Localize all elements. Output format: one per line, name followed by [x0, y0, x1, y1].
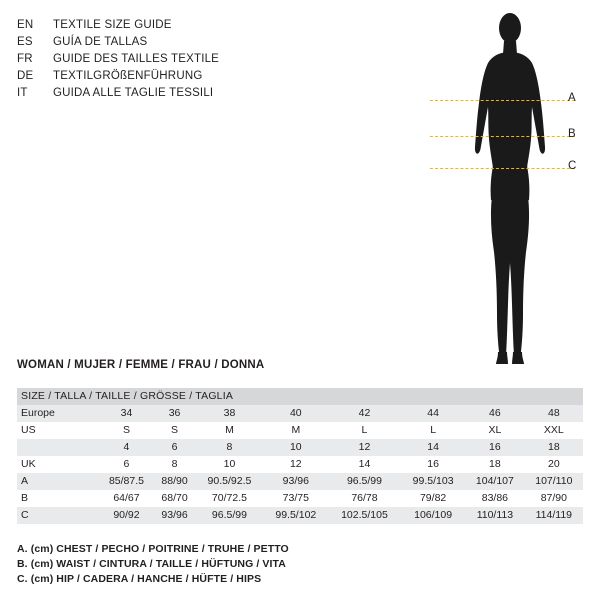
table-cell: 83/86	[465, 490, 525, 507]
female-body-figure	[430, 8, 590, 368]
table-cell: 46	[465, 405, 525, 422]
row-label: US	[17, 422, 99, 439]
table-row	[17, 507, 583, 524]
table-cell: 85/87.5	[99, 473, 154, 490]
table-cell: 107/110	[525, 473, 583, 490]
table-cell: 4	[99, 439, 154, 456]
table-cell: 106/109	[401, 507, 465, 524]
table-cell: 36	[154, 405, 195, 422]
row-label: Europe	[17, 405, 99, 422]
table-caption: WOMAN / MUJER / FEMME / FRAU / DONNA	[17, 359, 265, 371]
footnote-a: A. (cm) CHEST / PECHO / POITRINE / TRUHE / PETTO	[17, 543, 289, 555]
table-cell: 90.5/92.5	[195, 473, 264, 490]
language-title: TEXTILE SIZE GUIDE	[53, 19, 172, 31]
table-cell: S	[154, 422, 195, 439]
table-cell: 114/119	[525, 507, 583, 524]
table-cell: 73/75	[264, 490, 328, 507]
language-code: FR	[17, 53, 33, 65]
language-code: DE	[17, 70, 34, 82]
table-cell: 110/113	[465, 507, 525, 524]
table-cell: 18	[465, 456, 525, 473]
measure-label-a: A	[568, 92, 576, 104]
table-cell: 14	[401, 439, 465, 456]
table-cell: 99.5/102	[264, 507, 328, 524]
table-cell: M	[195, 422, 264, 439]
table-cell: L	[401, 422, 465, 439]
language-title: GUÍA DE TALLAS	[53, 36, 148, 48]
footnote-c: C. (cm) HIP / CADERA / HANCHE / HÜFTE / HIPS	[17, 573, 262, 585]
table-cell: 76/78	[328, 490, 401, 507]
table-row	[17, 490, 583, 507]
language-row	[17, 17, 347, 34]
language-row	[17, 68, 347, 85]
table-cell: 34	[99, 405, 154, 422]
table-cell: 93/96	[264, 473, 328, 490]
table-cell: 88/90	[154, 473, 195, 490]
row-label	[17, 439, 99, 456]
table-cell: 42	[328, 405, 401, 422]
language-code: EN	[17, 19, 34, 31]
table-cell: L	[328, 422, 401, 439]
table-cell: M	[264, 422, 328, 439]
table-cell: 20	[525, 456, 583, 473]
table-row	[17, 456, 583, 473]
table-row	[17, 439, 583, 456]
measure-label-c: C	[568, 160, 577, 172]
table-cell: 10	[264, 439, 328, 456]
table-cell: 93/96	[154, 507, 195, 524]
language-row	[17, 34, 347, 51]
table-cell: 10	[195, 456, 264, 473]
row-label: B	[17, 490, 99, 507]
table-cell: 102.5/105	[328, 507, 401, 524]
language-title: TEXTILGRÖßENFÜHRUNG	[53, 70, 203, 82]
table-cell: 68/70	[154, 490, 195, 507]
table-cell: 16	[401, 456, 465, 473]
table-cell: 16	[465, 439, 525, 456]
measure-line-c	[430, 168, 575, 169]
footnote-list	[17, 542, 583, 587]
row-label: A	[17, 473, 99, 490]
table-cell: S	[99, 422, 154, 439]
body-silhouette-icon	[430, 8, 590, 368]
measure-label-b: B	[568, 128, 576, 140]
table-cell: 8	[154, 456, 195, 473]
table-cell: 40	[264, 405, 328, 422]
table-cell: 99.5/103	[401, 473, 465, 490]
table-cell: 38	[195, 405, 264, 422]
size-table	[17, 388, 583, 524]
row-label: C	[17, 507, 99, 524]
table-cell: 96.5/99	[328, 473, 401, 490]
table-cell: 12	[264, 456, 328, 473]
language-list	[17, 17, 347, 102]
language-code: IT	[17, 87, 28, 99]
table-cell: 79/82	[401, 490, 465, 507]
table-cell: 87/90	[525, 490, 583, 507]
language-code: ES	[17, 36, 33, 48]
table-header-label: SIZE / TALLA / TAILLE / GRÖSSE / TAGLIA	[17, 388, 583, 405]
table-cell: 14	[328, 456, 401, 473]
table-row	[17, 422, 583, 439]
table-cell: 18	[525, 439, 583, 456]
table-cell: 8	[195, 439, 264, 456]
language-row	[17, 85, 347, 102]
table-row	[17, 473, 583, 490]
table-cell: XL	[465, 422, 525, 439]
language-title: GUIDA ALLE TAGLIE TESSILI	[53, 87, 214, 99]
language-row	[17, 51, 347, 68]
table-cell: 104/107	[465, 473, 525, 490]
table-cell: 6	[154, 439, 195, 456]
table-cell: 12	[328, 439, 401, 456]
table-row	[17, 405, 583, 422]
table-cell: 70/72.5	[195, 490, 264, 507]
language-title: GUIDE DES TAILLES TEXTILE	[53, 53, 220, 65]
table-cell: 90/92	[99, 507, 154, 524]
table-cell: XXL	[525, 422, 583, 439]
table-header-row	[17, 388, 583, 405]
table-cell: 44	[401, 405, 465, 422]
table-cell: 48	[525, 405, 583, 422]
measure-line-b	[430, 136, 575, 137]
footnote-b: B. (cm) WAIST / CINTURA / TAILLE / HÜFTUNG / VITA	[17, 558, 286, 570]
row-label: UK	[17, 456, 99, 473]
measure-line-a	[430, 100, 575, 101]
table-cell: 96.5/99	[195, 507, 264, 524]
table-cell: 64/67	[99, 490, 154, 507]
table-cell: 6	[99, 456, 154, 473]
